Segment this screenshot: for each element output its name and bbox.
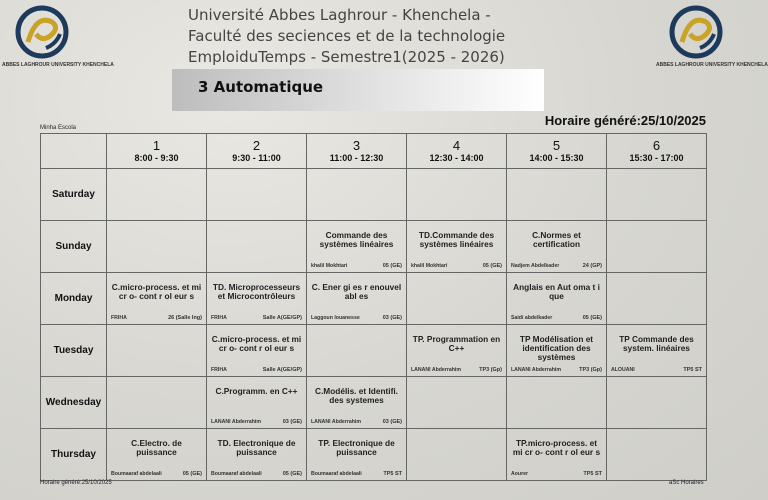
session-title: C.Electro. de puissance bbox=[131, 438, 182, 457]
timetable-cell bbox=[207, 169, 307, 221]
period-header bbox=[207, 134, 307, 169]
day-label: Monday bbox=[41, 273, 107, 325]
session-cell[interactable] bbox=[107, 273, 207, 325]
session-title: TP.micro-process. et mi cr o- cont r ol eur s bbox=[512, 438, 601, 457]
session-title: TP Modélisation et identification des systèmes bbox=[519, 334, 594, 362]
session-block[interactable] bbox=[407, 221, 506, 272]
session-cell[interactable] bbox=[207, 273, 307, 325]
timetable-cell bbox=[607, 273, 707, 325]
session-teacher: LANANI Abderrahim bbox=[311, 419, 361, 425]
session-room: Salle A(GE/GP) bbox=[262, 367, 302, 373]
day-row bbox=[41, 221, 707, 273]
session-room: 03 (GE) bbox=[382, 315, 402, 321]
timetable-cell bbox=[107, 221, 207, 273]
session-teacher: Boumaaraf abdelaali bbox=[311, 471, 362, 477]
session-teacher: khalil Mokhtari bbox=[311, 263, 348, 269]
university-logo-left bbox=[2, 4, 114, 76]
session-teacher: khalil Mokhtari bbox=[411, 263, 448, 269]
timetable-title: EmploiduTemps - Semestre1(2025 - 2026) bbox=[188, 48, 505, 66]
session-block[interactable] bbox=[207, 429, 306, 480]
session-room: 05 (GE) bbox=[282, 471, 302, 477]
session-teacher: Boumaaraf abdelaali bbox=[211, 471, 262, 477]
session-room: Salle A(GE/GP) bbox=[262, 315, 302, 321]
session-title: C.Modélis. et Identifi. des systemes bbox=[315, 386, 398, 405]
period-number: 2 bbox=[252, 138, 261, 153]
session-teacher: FRIHA bbox=[111, 315, 127, 321]
session-cell[interactable] bbox=[207, 325, 307, 377]
session-title: TD.Commande des systèmes linéaires bbox=[418, 230, 495, 249]
timetable-cell bbox=[607, 169, 707, 221]
session-block[interactable] bbox=[307, 273, 406, 324]
session-block[interactable] bbox=[307, 429, 406, 480]
session-teacher: ALOUANI bbox=[611, 367, 635, 373]
period-time: 11:00 - 12:30 bbox=[329, 153, 384, 163]
day-label: Wednesday bbox=[41, 377, 107, 429]
session-teacher: FRIHA bbox=[211, 367, 227, 373]
period-header bbox=[607, 134, 707, 169]
session-block[interactable] bbox=[207, 377, 306, 428]
period-header bbox=[407, 134, 507, 169]
group-band bbox=[172, 69, 544, 111]
footer-software: aSc Horaires bbox=[669, 480, 704, 486]
logo-caption-right: ABBES LAGHROUR UNIVERSITY KHENCHELA bbox=[656, 62, 768, 68]
session-cell[interactable] bbox=[507, 273, 607, 325]
timetable-cell bbox=[107, 325, 207, 377]
session-room: 05 (GE) bbox=[582, 315, 602, 321]
corner-cell bbox=[41, 134, 107, 169]
session-cell[interactable] bbox=[307, 273, 407, 325]
session-teacher: Aourer bbox=[511, 471, 529, 477]
group-name: 3 Automatique bbox=[198, 78, 324, 96]
session-block[interactable] bbox=[507, 429, 606, 480]
session-block[interactable] bbox=[307, 221, 406, 272]
period-number: 5 bbox=[552, 138, 561, 153]
period-number: 6 bbox=[652, 138, 661, 153]
session-block[interactable] bbox=[407, 325, 506, 376]
timetable-cell bbox=[307, 325, 407, 377]
period-time: 8:00 - 9:30 bbox=[134, 153, 179, 163]
session-block[interactable] bbox=[507, 221, 606, 272]
timetable-cell bbox=[107, 377, 207, 429]
logo-caption-left: ABBES LAGHROUR UNIVERSITY KHENCHELA bbox=[2, 62, 114, 68]
period-time: 15:30 - 17:00 bbox=[629, 153, 684, 163]
session-block[interactable] bbox=[507, 325, 606, 376]
session-cell[interactable] bbox=[307, 429, 407, 481]
session-block[interactable] bbox=[207, 325, 306, 376]
faculty-name: Faculté des seciences et de la technologie bbox=[188, 27, 506, 45]
period-header bbox=[107, 134, 207, 169]
university-logo-right bbox=[656, 4, 768, 76]
session-title: TP Commande des system. linéaires bbox=[619, 334, 694, 353]
session-cell[interactable] bbox=[507, 221, 607, 273]
period-header bbox=[307, 134, 407, 169]
generated-date: Horaire généré:25/10/2025 bbox=[544, 113, 706, 128]
session-cell[interactable] bbox=[607, 325, 707, 377]
period-number: 3 bbox=[352, 138, 361, 153]
period-time: 12:30 - 14:00 bbox=[429, 153, 484, 163]
session-cell[interactable] bbox=[507, 325, 607, 377]
timetable-cell bbox=[507, 169, 607, 221]
school-label: Minha Escola bbox=[40, 125, 77, 131]
day-label: Sunday bbox=[41, 221, 107, 273]
session-title: Commande des systèmes linéaires bbox=[319, 230, 394, 249]
session-teacher: LANANI Abderrahim bbox=[211, 419, 261, 425]
session-teacher: FRIHA bbox=[211, 315, 227, 321]
session-room: TP5 ST bbox=[583, 471, 602, 477]
session-title: C. Ener gi es r enouvel abl es bbox=[311, 282, 402, 301]
session-room: 26 (Salle Ing) bbox=[168, 315, 202, 321]
session-teacher: Saidi abdelkader bbox=[511, 315, 553, 321]
session-block[interactable] bbox=[607, 325, 706, 376]
day-label: Tuesday bbox=[41, 325, 107, 377]
day-label: Thursday bbox=[41, 429, 107, 481]
timetable-cell bbox=[407, 429, 507, 481]
timetable-cell bbox=[607, 377, 707, 429]
timetable-cell bbox=[507, 377, 607, 429]
session-title: C.Normes et certification bbox=[532, 230, 581, 249]
session-block[interactable] bbox=[307, 377, 406, 428]
session-title: TD. Microprocesseurs et Microcontrôleurs bbox=[212, 282, 301, 301]
session-room: TP3 (Gp) bbox=[579, 367, 602, 373]
session-cell[interactable] bbox=[207, 377, 307, 429]
session-room: 05 (GE) bbox=[482, 263, 502, 269]
day-label: Saturday bbox=[41, 169, 107, 221]
session-teacher: Nadjem Abdelkader bbox=[511, 263, 560, 269]
session-block[interactable] bbox=[107, 429, 206, 480]
timetable-cell bbox=[407, 169, 507, 221]
session-room: TP5 ST bbox=[683, 367, 702, 373]
session-cell[interactable] bbox=[407, 325, 507, 377]
timetable-cell bbox=[407, 377, 507, 429]
session-block[interactable] bbox=[507, 273, 606, 324]
session-block[interactable] bbox=[207, 273, 306, 324]
session-room: 05 (GE) bbox=[382, 263, 402, 269]
timetable-cell bbox=[607, 221, 707, 273]
timetable-cell bbox=[607, 429, 707, 481]
session-room: 24 (GP) bbox=[582, 263, 602, 269]
timetable-cell bbox=[407, 273, 507, 325]
session-room: TP3 (Gp) bbox=[479, 367, 502, 373]
period-number: 1 bbox=[152, 138, 161, 153]
timetable-cell bbox=[107, 169, 207, 221]
timetable-grid bbox=[40, 133, 707, 481]
session-title: TP. Programmation en C++ bbox=[412, 334, 501, 353]
period-time: 9:30 - 11:00 bbox=[232, 153, 281, 163]
session-title: C.micro-process. et mi cr o- cont r ol eur s bbox=[111, 282, 202, 301]
timetable-cell bbox=[307, 169, 407, 221]
session-room: TP5 ST bbox=[383, 471, 402, 477]
session-title: Anglais en Aut oma t i que bbox=[513, 282, 600, 301]
session-teacher: Boumaaraf abdelaali bbox=[111, 471, 162, 477]
session-title: TP. Electronique de puissance bbox=[318, 438, 395, 457]
session-cell[interactable] bbox=[107, 429, 207, 481]
session-teacher: LANANI Abderrahim bbox=[411, 367, 461, 373]
period-header bbox=[507, 134, 607, 169]
session-cell[interactable] bbox=[407, 221, 507, 273]
session-teacher: Laggoun louanesse bbox=[311, 315, 360, 321]
day-row bbox=[41, 325, 707, 377]
session-teacher: LANANI Abderrahim bbox=[511, 367, 561, 373]
session-cell[interactable] bbox=[307, 377, 407, 429]
timetable-cell bbox=[207, 221, 307, 273]
session-cell[interactable] bbox=[307, 221, 407, 273]
session-block[interactable] bbox=[107, 273, 206, 324]
session-room: 05 (GE) bbox=[182, 471, 202, 477]
period-header-row bbox=[41, 134, 707, 169]
session-room: 03 (GE) bbox=[382, 419, 402, 425]
day-row bbox=[41, 273, 707, 325]
day-row bbox=[41, 377, 707, 429]
day-row bbox=[41, 429, 707, 481]
period-number: 4 bbox=[452, 138, 461, 153]
session-title: C.Programm. en C++ bbox=[215, 386, 298, 396]
session-cell[interactable] bbox=[507, 429, 607, 481]
university-name: Université Abbes Laghrour - Khenchela - bbox=[188, 6, 491, 24]
period-time: 14:00 - 15:30 bbox=[529, 153, 584, 163]
session-cell[interactable] bbox=[207, 429, 307, 481]
day-row bbox=[41, 169, 707, 221]
session-room: 03 (GE) bbox=[282, 419, 302, 425]
footer-generated: Horaire généré:25/10/2025 bbox=[40, 480, 112, 486]
session-title: C.micro-process. et mi cr o- cont r ol eur s bbox=[211, 334, 302, 353]
session-title: TD. Electronique de puissance bbox=[217, 438, 296, 457]
